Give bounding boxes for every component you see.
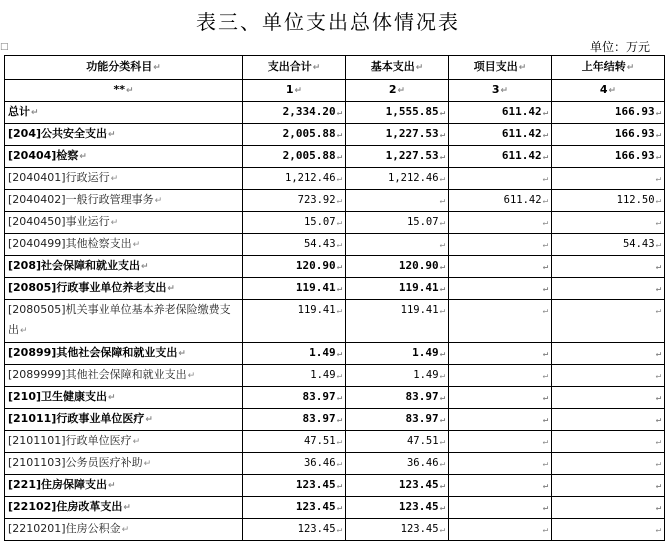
paragraph-mark: ↵ [542,371,548,381]
project-cell [449,102,552,124]
amount-value: 112.50 [616,194,655,206]
project-cell [449,453,552,475]
table-row [5,453,665,475]
index-cell: 3↵ [449,80,552,102]
unit-label: 单位：万元 [589,40,650,54]
paragraph-mark: ↵ [655,437,661,447]
paragraph-mark: ↵ [542,349,548,359]
amount-value: 1,227.53 [385,127,439,140]
table-row [5,475,665,497]
project-cell [449,146,552,168]
table-row [5,300,665,343]
amount-value: 123.45 [398,478,439,491]
paragraph-mark: ↵ [542,284,548,294]
category-cell [5,300,243,343]
amount-value: 166.93 [614,105,655,118]
category-label: [2210201]住房公积金 [8,522,121,535]
paragraph-mark: ↵ [336,481,342,491]
carryover-cell [552,475,665,497]
paragraph-mark: ↵ [31,108,39,118]
amount-value: 120.90 [398,259,439,272]
amount-value: 54.43 [622,238,655,250]
paragraph-mark: ↵ [655,393,661,403]
project-cell [449,387,552,409]
table-row [5,431,665,453]
amount-value: 2,005.88 [282,127,336,140]
paragraph-mark: ↵ [336,503,342,513]
project-cell [449,124,552,146]
paragraph-mark: ↵ [187,371,196,381]
paragraph-mark: ↵ [655,174,661,184]
paragraph-mark: ↵ [336,371,342,381]
paragraph-mark: ↵ [655,349,661,359]
total-cell [243,256,346,278]
table-row [5,409,665,431]
basic-cell [346,190,449,212]
table-row [5,387,665,409]
project-cell [449,190,552,212]
project-cell [449,497,552,519]
amount-value: 2,334.20 [282,105,336,118]
project-cell [449,519,552,541]
carryover-cell [552,168,665,190]
paragraph-mark: ↵ [655,262,661,272]
paragraph-mark: ↵ [542,218,548,228]
paragraph-mark: ↵ [123,503,131,513]
category-label: [2101101]行政单位医疗 [8,434,132,447]
category-cell [5,234,243,256]
total-cell [243,497,346,519]
total-cell [243,278,346,300]
amount-value: 166.93 [614,127,655,140]
carryover-cell [552,124,665,146]
basic-cell [346,146,449,168]
paragraph-mark: ↵ [655,371,661,381]
paragraph-mark: ↵ [79,152,87,162]
amount-value: 15.07 [303,216,336,228]
header-category: 功能分类科目↵ [5,56,243,80]
carryover-cell [552,409,665,431]
amount-value: 123.45 [400,523,439,535]
amount-value: 1,555.85 [385,105,439,118]
project-cell [449,234,552,256]
paragraph-mark: ↵ [542,415,548,425]
carryover-cell [552,102,665,124]
carryover-cell [552,234,665,256]
paragraph-mark: ↵ [655,218,661,228]
paragraph-mark: ↵ [141,262,149,272]
project-cell [449,365,552,387]
index-row [5,80,665,102]
category-label: [2040401]行政运行 [8,171,110,184]
paragraph-mark: ↵ [167,284,175,294]
carryover-cell [552,212,665,234]
table-row [5,212,665,234]
carryover-cell [552,256,665,278]
basic-cell [346,365,449,387]
amount-value: 1,212.46 [285,172,336,184]
paragraph-mark: ↵ [439,262,445,272]
paragraph-mark: ↵ [439,240,445,250]
paragraph-mark: ↵ [542,525,548,535]
paragraph-mark: ↵ [542,459,548,469]
paragraph-mark: ↵ [439,437,445,447]
paragraph-mark: ↵ [542,437,548,447]
paragraph-mark: ↵ [655,525,661,535]
category-label: [20404]检察 [8,149,79,162]
paragraph-mark: ↵ [439,371,445,381]
total-cell [243,475,346,497]
category-cell [5,365,243,387]
paragraph-mark: ↵ [655,130,661,140]
paragraph-mark: ↵ [439,349,445,359]
basic-cell [346,343,449,365]
carryover-cell [552,300,665,343]
category-cell [5,168,243,190]
paragraph-mark: ↵ [439,174,445,184]
header-project: 项目支出↵ [449,56,552,80]
total-cell [243,102,346,124]
paragraph-mark: ↵ [336,218,342,228]
table-row [5,365,665,387]
project-cell [449,300,552,343]
amount-value: 123.45 [295,500,336,513]
amount-value: 1,227.53 [385,149,439,162]
basic-cell [346,387,449,409]
paragraph-mark: ↵ [655,196,661,206]
category-label: [2089999]其他社会保障和就业支出 [8,368,187,381]
amount-value: 83.97 [405,390,439,403]
category-label: 总计 [8,105,30,118]
table-title: 表三、单位支出总体情况表 [196,10,460,34]
total-cell [243,343,346,365]
basic-cell [346,431,449,453]
paragraph-mark: ↵ [132,437,141,447]
amount-value: 47.51 [303,435,336,447]
amount-value: 119.41 [398,281,439,294]
amount-value: 1.49 [413,369,439,381]
category-label: [21011]行政事业单位医疗 [8,412,145,425]
basic-cell [346,453,449,475]
paragraph-mark: ↵ [655,284,661,294]
paragraph-mark: ↵ [655,240,661,250]
carryover-cell [552,278,665,300]
total-cell [243,300,346,343]
category-label: [2101103]公务员医疗补助 [8,456,143,469]
total-cell [243,168,346,190]
paragraph-mark: ↵ [542,196,548,206]
amount-value: 47.51 [406,435,439,447]
paragraph-mark: ↵ [439,152,445,162]
amount-value: 723.92 [297,194,336,206]
paragraph-mark: ↵ [439,415,445,425]
amount-value: 123.45 [297,523,336,535]
amount-value: 1.49 [309,346,336,359]
category-label: [208]社会保障和就业支出 [8,259,141,272]
paragraph-mark: ↵ [336,108,342,118]
amount-value: 1.49 [310,369,336,381]
paragraph-mark: ↵ [542,503,548,513]
amount-value: 120.90 [295,259,336,272]
amount-value: 83.97 [302,412,336,425]
paragraph-mark: ↵ [655,108,661,118]
paragraph-mark: ↵ [20,326,28,336]
table-row [5,343,665,365]
paragraph-mark: ↵ [178,349,186,359]
paragraph-mark: ↵ [439,196,445,206]
index-cell: 1↵ [243,80,346,102]
paragraph-mark: ↵ [110,174,119,184]
category-cell [5,190,243,212]
amount-value: 123.45 [295,478,336,491]
carryover-cell [552,431,665,453]
project-cell [449,212,552,234]
paragraph-mark: ↵ [336,284,342,294]
paragraph-mark: ↵ [336,196,342,206]
total-cell [243,431,346,453]
paragraph-mark: ↵ [542,240,548,250]
paragraph-mark: ↵ [439,393,445,403]
category-cell [5,343,243,365]
project-cell [449,431,552,453]
paragraph-mark: ↵ [121,525,130,535]
table-row [5,146,665,168]
paragraph-mark: ↵ [542,108,548,118]
category-cell [5,409,243,431]
paragraph-mark: ↵ [439,503,445,513]
category-label: [2040450]事业运行 [8,215,110,228]
paragraph-mark: ↵ [132,240,141,250]
paragraph-mark: ↵ [336,306,342,316]
category-label: [204]公共安全支出 [8,127,108,140]
table-row [5,102,665,124]
category-cell [5,519,243,541]
paragraph-mark: ↵ [655,306,661,316]
amount-value: 2,005.88 [282,149,336,162]
carryover-cell [552,146,665,168]
total-cell [243,234,346,256]
category-label: [210]卫生健康支出 [8,390,108,403]
header-row [5,56,665,80]
category-cell [5,497,243,519]
total-cell [243,365,346,387]
amount-value: 83.97 [405,412,439,425]
category-cell [5,256,243,278]
index-cell: 4↵ [552,80,665,102]
paragraph-mark: ↵ [439,218,445,228]
header-basic: 基本支出↵ [346,56,449,80]
paragraph-mark: ↵ [336,437,342,447]
amount-value: 611.42 [501,149,542,162]
paragraph-mark: ↵ [439,284,445,294]
amount-value: 611.42 [503,194,542,206]
total-cell [243,387,346,409]
paragraph-mark: ↵ [145,415,153,425]
margin-marker: □ [0,42,9,52]
table-row [5,190,665,212]
table-row [5,278,665,300]
amount-value: 123.45 [398,500,439,513]
paragraph-mark: ↵ [336,525,342,535]
total-cell [243,212,346,234]
paragraph-mark: ↵ [439,108,445,118]
index-cell: 2↵ [346,80,449,102]
basic-cell [346,475,449,497]
basic-cell [346,168,449,190]
project-cell [449,168,552,190]
category-label: [20899]其他社会保障和就业支出 [8,346,178,359]
total-cell [243,124,346,146]
paragraph-mark: ↵ [439,306,445,316]
category-cell [5,475,243,497]
table-row [5,256,665,278]
basic-cell [346,300,449,343]
paragraph-mark: ↵ [108,130,116,140]
paragraph-mark: ↵ [336,393,342,403]
header-total: 支出合计↵ [243,56,346,80]
category-cell [5,124,243,146]
paragraph-mark: ↵ [336,415,342,425]
amount-value: 1.49 [412,346,439,359]
paragraph-mark: ↵ [655,481,661,491]
paragraph-mark: ↵ [143,459,152,469]
total-cell [243,453,346,475]
amount-value: 166.93 [614,149,655,162]
basic-cell [346,234,449,256]
amount-value: 119.41 [297,304,336,316]
table-row [5,519,665,541]
basic-cell [346,212,449,234]
carryover-cell [552,519,665,541]
amount-value: 611.42 [501,105,542,118]
category-label: [2080505]机关事业单位基本养老保险缴费支出 [8,303,231,336]
amount-value: 36.46 [303,457,336,469]
paragraph-mark: ↵ [336,349,342,359]
paragraph-mark: ↵ [655,152,661,162]
basic-cell [346,409,449,431]
paragraph-mark: ↵ [542,481,548,491]
paragraph-mark: ↵ [108,481,116,491]
table-body [5,102,665,541]
paragraph-mark: ↵ [336,240,342,250]
paragraph-mark: ↵ [336,262,342,272]
table-row [5,168,665,190]
carryover-cell [552,453,665,475]
paragraph-mark: ↵ [336,130,342,140]
paragraph-mark: ↵ [154,196,163,206]
basic-cell [346,278,449,300]
paragraph-mark: ↵ [108,393,116,403]
total-cell [243,146,346,168]
project-cell [449,343,552,365]
amount-value: 611.42 [501,127,542,140]
category-cell [5,453,243,475]
total-cell [243,190,346,212]
table-row [5,234,665,256]
category-cell [5,387,243,409]
paragraph-mark: ↵ [439,130,445,140]
paragraph-mark: ↵ [439,525,445,535]
paragraph-mark: ↵ [336,174,342,184]
paragraph-mark: ↵ [542,306,548,316]
project-cell [449,256,552,278]
table-row [5,124,665,146]
category-label: [20805]行政事业单位养老支出 [8,281,167,294]
paragraph-mark: ↵ [655,459,661,469]
category-cell [5,212,243,234]
amount-value: 54.43 [303,238,336,250]
carryover-cell [552,365,665,387]
carryover-cell [552,387,665,409]
paragraph-mark: ↵ [439,481,445,491]
basic-cell [346,497,449,519]
basic-cell [346,256,449,278]
amount-value: 119.41 [400,304,439,316]
category-cell [5,431,243,453]
amount-value: 15.07 [406,216,439,228]
carryover-cell [552,190,665,212]
project-cell [449,475,552,497]
paragraph-mark: ↵ [336,459,342,469]
index-cell: **↵ [5,80,243,102]
paragraph-mark: ↵ [542,174,548,184]
basic-cell [346,124,449,146]
paragraph-mark: ↵ [655,503,661,513]
category-cell [5,278,243,300]
carryover-cell [552,343,665,365]
project-cell [449,278,552,300]
header-carryover: 上年结转↵ [552,56,665,80]
paragraph-mark: ↵ [439,459,445,469]
paragraph-mark: ↵ [336,152,342,162]
paragraph-mark: ↵ [542,262,548,272]
amount-value: 1,212.46 [388,172,439,184]
paragraph-mark: ↵ [542,152,548,162]
category-label: [221]住房保障支出 [8,478,108,491]
basic-cell [346,519,449,541]
paragraph-mark: ↵ [542,393,548,403]
category-label: [2040402]一般行政管理事务 [8,193,154,206]
amount-value: 36.46 [406,457,439,469]
amount-value: 119.41 [295,281,336,294]
total-cell [243,519,346,541]
paragraph-mark: ↵ [542,130,548,140]
expenditure-table [4,55,665,541]
total-cell [243,409,346,431]
amount-value: 83.97 [302,390,336,403]
table-row [5,497,665,519]
category-label: [2040499]其他检察支出 [8,237,132,250]
paragraph-mark: ↵ [655,415,661,425]
project-cell [449,409,552,431]
category-label: [22102]住房改革支出 [8,500,123,513]
category-cell [5,146,243,168]
paragraph-mark: ↵ [110,218,119,228]
category-cell [5,102,243,124]
basic-cell [346,102,449,124]
carryover-cell [552,497,665,519]
